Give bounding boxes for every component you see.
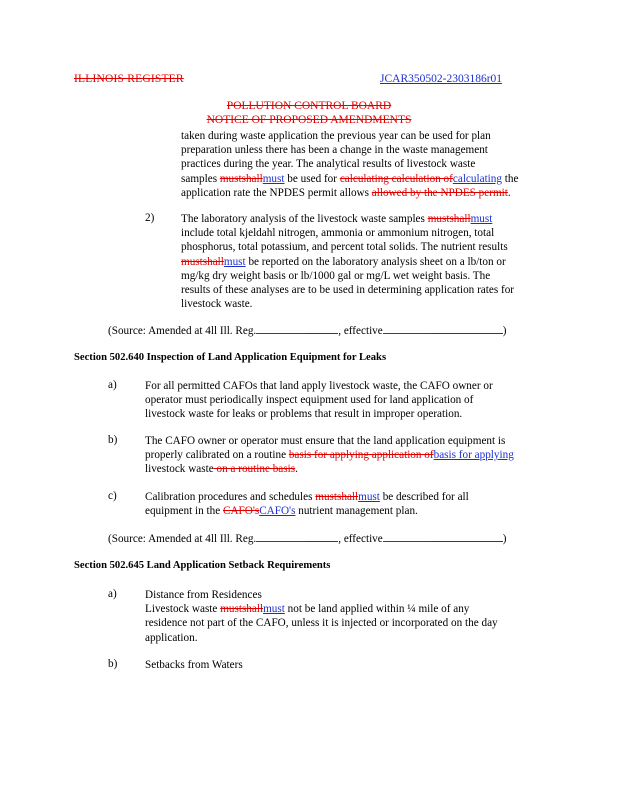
deleted-text: calculating calculation of	[339, 172, 453, 185]
item-number: c)	[108, 490, 117, 502]
notice-title: NOTICE OF PROPOSED AMENDMENTS	[206, 114, 412, 126]
text-line: livestock waste.	[181, 298, 253, 311]
text-line: The laboratory analysis of the livestock waste samples mustshallmust	[181, 213, 493, 225]
deleted-text: mustshall	[181, 255, 224, 268]
text-line: results of these analyses are to be used in determining application rates for	[181, 284, 515, 297]
item-number: b)	[108, 434, 118, 446]
deleted-text: mustshall	[315, 491, 359, 503]
text-line: The CAFO owner or operator must ensure that the land application equipment is	[145, 435, 506, 447]
paragraph-continuation	[181, 129, 518, 200]
text-line: preparation unless there has been a change in the waste management	[181, 144, 488, 157]
text-line: Calibration procedures and schedules mustshallmust be described for all	[145, 491, 469, 503]
register-header: ILLINOIS REGISTER	[74, 73, 184, 85]
section-title: Section 502.640 Inspection of Land Application Equipment for Leaks	[74, 352, 387, 363]
inserted-text: must	[263, 603, 285, 616]
item-b-text	[145, 434, 514, 477]
text-line: application.	[145, 631, 198, 644]
inserted-text: must	[262, 172, 285, 185]
text-line: equipment in the CAFO'sCAFO's nutrient management plan.	[145, 505, 418, 518]
source-note: (Source: Amended at 4ll Ill. Reg. , effective )	[108, 533, 507, 545]
deleted-text: CAFO's	[223, 505, 260, 518]
inserted-text: must	[223, 255, 246, 268]
item-number: a)	[108, 379, 117, 391]
text-line: Livestock waste mustshallmust not be land applied within ¼ mile of any	[145, 603, 470, 616]
text-line: practices during the year. The analytical results of livestock waste	[181, 158, 476, 171]
item-2-text	[181, 212, 514, 311]
text-line: For all permitted CAFOs that land apply livestock waste, the CAFO owner or	[145, 380, 493, 392]
item-a-text	[145, 379, 493, 422]
text-line: mg/kg dry weight basis or lb/1000 gal or mg/L wet weight basis. The	[181, 269, 491, 282]
text-line: samples mustshallmust be used for calculating calculation ofcalculating the	[181, 172, 519, 185]
item-number: a)	[108, 588, 117, 600]
inserted-text: CAFO's	[259, 505, 296, 518]
source-note: (Source: Amended at 4ll Ill. Reg. , effective )	[108, 325, 507, 337]
deleted-text: basis for applying application of	[288, 449, 434, 462]
inserted-text: calculating	[452, 172, 502, 185]
text-line: properly calibrated on a routine basis for applying application ofbasis for applying	[145, 449, 514, 462]
text-line: livestock waste for leaks or problems that result in improper operation.	[145, 408, 463, 421]
item-c-text	[145, 490, 469, 518]
text-line: mustshallmust be reported on the laboratory analysis sheet on a lb/ton or	[181, 255, 506, 268]
jcar-number	[380, 73, 502, 85]
text-line: taken during waste application the previous year can be used for plan	[181, 130, 491, 142]
subheading: Distance from Residences	[145, 589, 262, 601]
text-line: phosphorus, total potassium, and percent total solids. The nutrient results	[181, 241, 508, 254]
inserted-text: basis for applying	[433, 449, 514, 462]
jcar-prefix: JCAR350502-	[380, 73, 447, 85]
deleted-text: mustshall	[220, 603, 264, 616]
item-number: 2)	[145, 212, 155, 224]
item-a-text	[145, 588, 498, 645]
text-line: livestock waste on a routine basis.	[145, 463, 298, 476]
deleted-text: mustshall	[219, 172, 263, 185]
text-line: application rate the NPDES permit allows allowed by the NPDES permit.	[181, 186, 511, 199]
inserted-text: must	[470, 213, 493, 225]
item-number: b)	[108, 658, 118, 670]
subheading: Setbacks from Waters	[145, 659, 243, 671]
board-title: POLLUTION CONTROL BOARD	[226, 100, 392, 112]
jcar-suffix: 2303186r01	[446, 73, 503, 85]
text-line: operator must periodically inspect equipment used for land application of	[145, 394, 474, 407]
deleted-text: mustshall	[427, 213, 471, 225]
text-line: residence not part of the CAFO, unless it is injected or incorporated on the day	[145, 617, 498, 630]
deleted-text: on a routine basis	[213, 463, 296, 476]
deleted-text: allowed by the NPDES permit	[371, 186, 508, 199]
text-line: include total kjeldahl nitrogen, ammonia or ammonium nitrogen, total	[181, 227, 495, 240]
section-title: Section 502.645 Land Application Setback Requirements	[74, 560, 331, 571]
inserted-text: must	[358, 491, 380, 503]
